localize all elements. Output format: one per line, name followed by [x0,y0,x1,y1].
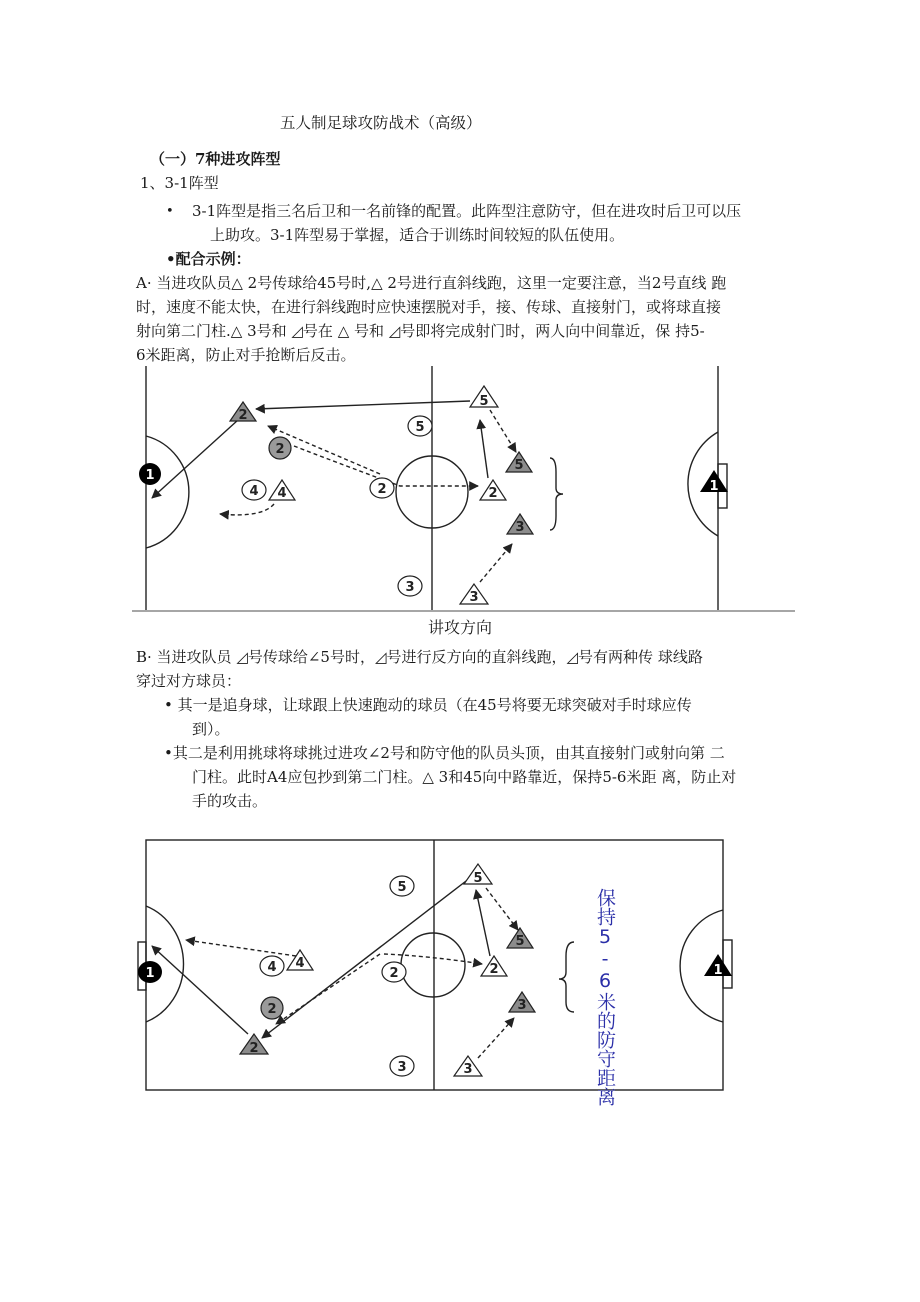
para-a-line-4: 6米距离，防止对手抢断后反击。 [136,346,356,364]
d1-defender-5-label: 5 [415,420,425,435]
d1-attacker-2-top-label: 2 [238,408,248,423]
d1-attacker-4-label: 4 [277,486,287,501]
option1-line-2: 到）。 [192,720,230,738]
d2-run-2-to-5 [476,890,490,956]
para-a-line-2: 时，速度不能太快，在进行斜线跑时应快速摆脱对手，接、传球、直接射门，或将球直接 [136,298,722,316]
d2-gk-attack-label: 1 [145,966,155,981]
d2-attacker-5-top [464,864,492,886]
option2-line-3: 手的攻击。 [192,792,268,810]
d1-attacker-4 [269,480,295,501]
d1-gk-defend [700,470,728,494]
d2-attacker-2-right-label: 2 [489,962,499,977]
d1-attacker-2-right-label: 2 [488,486,498,501]
d2-defender-2-center-label: 2 [389,966,399,981]
d2-attacker-3-bottom-label: 3 [463,1062,473,1077]
para-a-line-3: 射向第二门柱.△ 3号和 ◿号在 △ 号和 ◿号即将完成射门时，两人向中间靠近，保 持5- [136,322,705,340]
d1-pass-5-to-2 [256,401,470,409]
d2-players [138,864,732,1077]
d2-run-2-to-goal [152,946,248,1034]
diagram-1 [132,366,795,611]
d1-attacker-5-top [470,386,498,409]
d1-defender-3 [398,576,422,596]
para-a-line-1: A· 当进攻队员△ 2号传球给45号时,△ 2号进行直斜线跑，这里一定要注意，当2号直线 跑 [136,274,727,292]
d2-gk-attack [138,961,162,983]
d2-defender-5-label: 5 [397,880,407,895]
intro-line-2: 上助攻。3-1阵型易于掌握，适合于训练时间较短的队伍使用。 [210,226,625,244]
d2-gk-defend-label: 1 [713,963,723,978]
d2-bracket [559,942,574,1012]
para-b-line-1: B· 当进攻队员 ◿号传球给∠5号时，◿号进行反方向的直斜线跑，◿号有两种传 球线路 [136,648,703,666]
d2-attacker-5-grey [507,928,533,949]
option2-line-1: •其二是利用挑球将球挑过进攻∠2号和防守他的队员头顶，由其直接射门或射向第 二 [164,744,725,762]
d1-defender-4 [242,480,266,500]
diagram2-distance-note: 保持5-6米的防守距离 [594,888,616,1106]
intro-line-1: 3-1阵型是指三名后卫和一名前锋的配置。此阵型注意防守，但在进攻时后卫可以压 [192,202,742,220]
d1-run-4 [220,504,274,515]
d2-defender-2-grey [261,997,283,1019]
d1-bracket [550,458,563,530]
d1-defender-2-center-label: 2 [377,482,387,497]
d1-players [139,386,728,605]
d1-defender-4-label: 4 [249,484,259,499]
d2-attacker-3-grey-label: 3 [517,998,527,1013]
d1-attacker-3-grey [507,514,533,535]
example-heading: •配合示例： [166,250,251,268]
d2-attacker-3-bottom [454,1056,482,1077]
d1-attacker-3-bottom-label: 3 [469,590,479,605]
d2-defender-2-grey-label: 2 [267,1002,277,1017]
d1-run-3 [480,544,512,582]
d1-defender-2-grey-label: 2 [275,442,285,457]
subheading-3-1: 1、3-1阵型 [140,174,219,192]
d2-defender-4-label: 4 [267,960,277,975]
option2-line-2: 门柱。此时A4应包抄到第二门柱。△ 3和45向中路靠近，保持5-6米距 离，防止对 [192,768,737,786]
d2-defender-5 [390,876,414,896]
d1-gk-attack [139,463,161,485]
d1-gk-attack-label: 1 [145,468,155,483]
d1-left-penalty-arc [146,436,189,548]
d2-attacker-2-bottom-label: 2 [249,1041,259,1056]
d1-shot-2-to-goal [152,420,238,498]
d2-attacker-5-grey-label: 5 [515,934,525,949]
bullet-glyph: • [166,204,174,219]
d1-attacker-2-right [480,480,506,501]
d1-run-2-to-5 [480,420,488,478]
d1-defender-2-center [370,478,394,498]
d2-attacker-4 [287,950,313,971]
d1-defender-5 [408,416,432,436]
d1-attacker-2-top [230,402,256,423]
d2-run-5-to-5 [486,888,518,930]
d2-defender-4 [260,956,284,976]
d2-attacker-2-right [481,956,507,977]
diagram1-caption: 讲攻方向 [428,618,493,637]
d1-gk-defend-label: 1 [709,479,719,494]
d2-attacker-3-grey [509,992,535,1013]
d2-gk-defend [704,954,732,978]
d1-defender-3-label: 3 [405,580,415,595]
d2-defender-3 [390,1056,414,1076]
d1-attacker-5-top-label: 5 [479,394,489,409]
d1-defender-2-grey [269,437,291,459]
d2-pass-5-to-2 [262,878,470,1038]
page-title: 五人制足球攻防战术（高级） [280,114,482,132]
d2-run-3 [478,1018,514,1058]
para-b-line-2: 穿过对方球员： [136,672,242,690]
d2-defender-3-label: 3 [397,1060,407,1075]
option1-line-1: • 其一是追身球，让球跟上快速跑动的球员（在45号将要无球突破对手时球应传 [164,696,692,714]
d2-attacker-4-label: 4 [295,956,305,971]
d1-run-5-to-5 [490,410,516,452]
d1-attacker-3-grey-label: 3 [515,520,525,535]
section-heading: （一）7种进攻阵型 [150,150,281,168]
d1-attacker-5-grey-label: 5 [514,458,524,473]
d2-center-circle [401,933,465,997]
d2-defender-2-center [382,962,406,982]
d1-attacker-3-bottom [460,584,488,605]
d2-run-4 [186,940,296,956]
diagram-2 [138,840,732,1090]
d2-attacker-5-top-label: 5 [473,871,483,886]
d1-attacker-5-grey [506,452,532,473]
